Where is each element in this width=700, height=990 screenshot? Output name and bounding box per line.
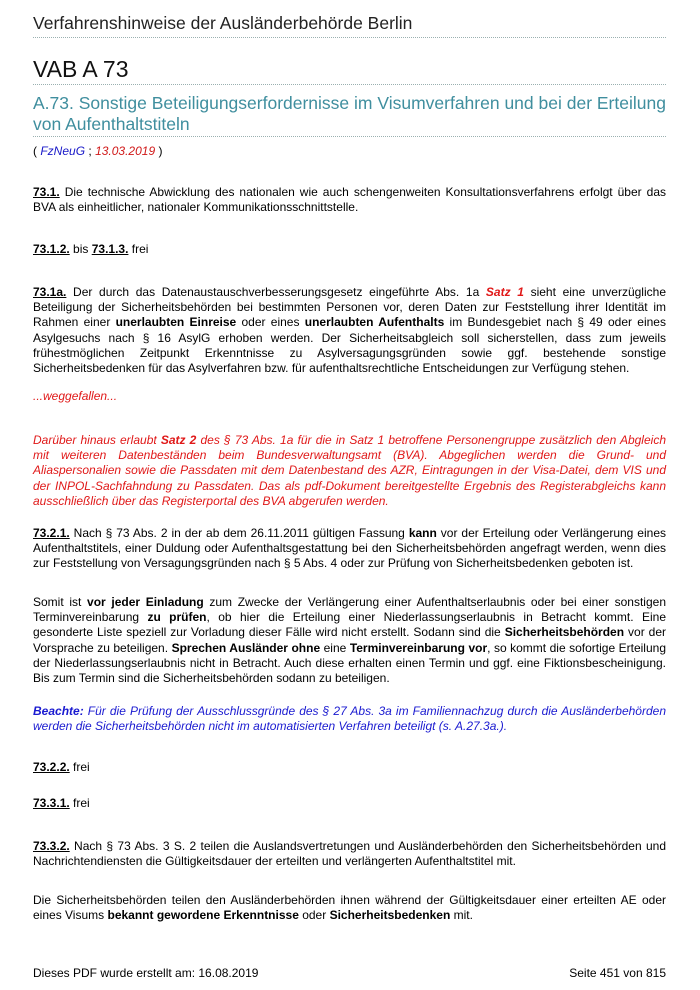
paragraph-erkenntnisse: Die Sicherheitsbehörden teilen den Ausländerbehörden ihnen während der Gültigkeitsdauer einer erteilten AE oder eines Visums bekannt gewordene Erkenntnisse oder Sicherheitsbedenken mit.: [33, 893, 666, 923]
page-number: Seite 451 von 815: [569, 966, 666, 980]
divider: [33, 37, 666, 38]
amendment-date: 13.03.2019: [95, 144, 156, 158]
paragraph-beachte: Beachte: Für die Prüfung der Ausschlussgründe des § 27 Abs. 3a im Familiennachzug durch die Ausländerbehörden werden die Sicherheitsbehörden nicht im automatisierten Verfahren beteiligt (s. A.27.3a.).: [33, 704, 666, 734]
paragraph-73-2-2: 73.2.2. frei: [33, 760, 90, 774]
paragraph-73-2-1: 73.2.1. Nach § 73 Abs. 2 in der ab dem 26.11.2011 gültigen Fassung kann vor der Erteilung oder Verlängerung eines Aufenthaltstitels, einer Duldung oder Aufenthaltsgestattung bei den Sicherheitsbehörden angefragt werden, wenn dies zur Feststellung von Versagungsgründen nach § 5 Abs. 4 oder zur Prüfung von Sicherheitsbedenken geboten ist.: [33, 526, 666, 571]
divider: [33, 136, 666, 137]
paragraph-73-1a: 73.1a. Der durch das Datenaustauschverbesserungsgesetz eingeführte Abs. 1a Satz 1 sieht eine unverzügliche Beteiligung der Sicherheitsbehörden bei bestimmten Personen vor, deren Daten zur Feststellung ihrer Identität im Rahmen einer unerlaubten Einreise oder eines unerlaubten Aufenthalts im Bundesgebiet nach § 49 oder eines Asylgesuchs nach § 16 AsylG erhoben werden. Der Sicherheitsabgleich soll sicherstellen, dass zum jeweils frühestmöglichen Zeitpunkt Erkenntnisse zu Asylversagungsgründen sowie ggf. bestehende sonstige Sicherheitsbedenken für das Asylverfahren bzw. für aufenthaltsrechtliche Entscheidungen zur Verfügung stehen.: [33, 285, 666, 376]
paragraph-einladung: Somit ist vor jeder Einladung zum Zwecke der Verlängerung einer Aufenthaltserlaubnis oder bei einer sonstigen Terminvereinbarung zu prüfen, ob hier die Erteilung einer Niederlassungserlaubnis in Betracht kommt. Eine gesonderte Liste speziell zur Vorladung dieser Fälle wird nicht erstellt. Sodann sind die Sicherheitsbehörden vor der Vorsprache zu beteiligen. Sprechen Ausländer ohne eine Terminvereinbarung vor, so kommt die sofortige Erteilung der Niederlassungserlaubnis nicht in Betracht. Auch diese erhalten einen Termin und ggf. eine Fiktionsbescheinigung. Bis zum Termin sind die Sicherheitsbehörden sodann zu beteiligen.: [33, 595, 667, 686]
page-title: VAB A 73: [33, 56, 129, 82]
divider: [33, 84, 666, 85]
paragraph-73-3-2: 73.3.2. Nach § 73 Abs. 3 S. 2 teilen die Auslandsvertretungen und Ausländerbehörden den Sicherheitsbehörden und Nachrichtendiensten die Gültigkeitsdauer der erteilten und verlängerten Aufenthaltstitel mit.: [33, 839, 666, 869]
removed-note: ...weggefallen...: [33, 389, 118, 403]
pdf-created-date: Dieses PDF wurde erstellt am: 16.08.2019: [33, 966, 259, 980]
paragraph-73-3-1: 73.3.1. frei: [33, 796, 90, 810]
amendment-law-link[interactable]: FzNeuG: [40, 144, 86, 158]
paragraph-satz-2: Darüber hinaus erlaubt Satz 2 des § 73 Abs. 1a für die in Satz 1 betroffene Personengruppe zusätzlich den Abgleich mit weiteren Datenbeständen beim Bundesverwaltungsamt (BVA). Abgeglichen werden die Grund- und Aliaspersonalien sowie die Passdaten mit dem Datenbestand des AZR, Eintragungen in der Visa-Datei, dem VIS und der INPOL-Sachfahndung zu Passdaten. Das als pdf-Dokument bereitgestellte Ergebnis des Registerabgleichs kann ausschließlich über das Registerportal des BVA abgerufen werden.: [33, 433, 666, 508]
section-title: A.73. Sonstige Beteiligungserfordernisse im Visumverfahren und bei der Erteilung von Aufenthaltstiteln: [33, 93, 666, 134]
document-header-title: Verfahrenshinweise der Ausländerbehörde Berlin: [33, 13, 413, 33]
paragraph-73-1-2: 73.1.2. bis 73.1.3. frei: [33, 242, 149, 256]
amendment-meta: ( FzNeuG ; 13.03.2019 ): [33, 144, 163, 158]
paragraph-73-1: 73.1. Die technische Abwicklung des nationalen wie auch schengenweiten Konsultationsverfahrens erfolgt über das BVA als einheitlicher, nationaler Kommunikationsschnittstelle.: [33, 185, 666, 215]
